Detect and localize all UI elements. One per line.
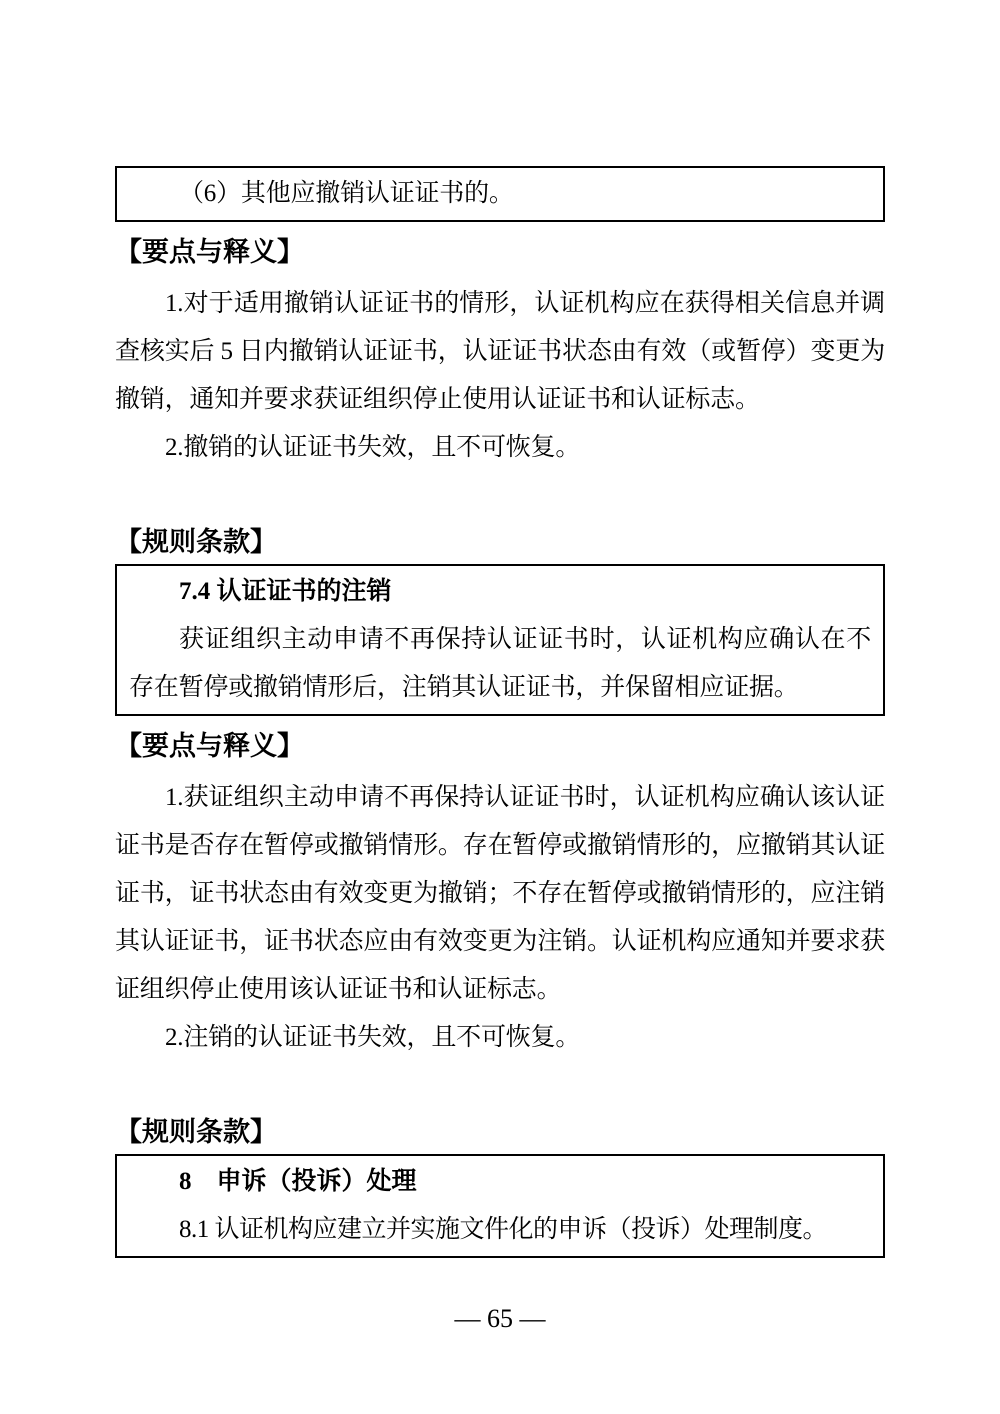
key-points-1-paragraph-2: 2.撤销的认证证书失效，且不可恢复。 (165, 434, 581, 461)
rule-excerpt-box-top (115, 166, 885, 222)
section-heading-rule-clause-1: 【规则条款】 (115, 527, 277, 557)
rule-8-1-body: 8.1 认证机构应建立并实施文件化的申诉（投诉）处理制度。 (179, 1216, 828, 1243)
rule-excerpt-top-text: （6）其他应撤销认证证书的。 (179, 180, 514, 207)
section-heading-rule-clause-2: 【规则条款】 (115, 1117, 277, 1147)
key-points-2-paragraph-1: 1.获证组织主动申请不再保持认证证书时，认证机构应确认该认证证书是否存在暂停或撤销情形。存在暂停或撤销情形的，应撤销其认证证书，证书状态由有效变更为撤销；不存在暂停或撤销情形的，应注销其认证证书，证书状态应由有效变更为注销。认证机构应通知并要求获证组织停止使用该认证证书和认证标志。 (115, 784, 885, 1003)
vertical-spacer (115, 472, 885, 512)
rule-excerpt-box-7-4 (115, 564, 885, 716)
rule-7-4-title: 7.4 认证证书的注销 (179, 578, 392, 605)
section-heading-key-points-2: 【要点与释义】 (115, 731, 304, 761)
rule-8-title: 8 申诉（投诉）处理 (179, 1168, 417, 1195)
rule-7-4-body: 获证组织主动申请不再保持认证证书时，认证机构应确认在不存在暂停或撤销情形后，注销其认证证书，并保留相应证据。 (129, 626, 871, 701)
section-heading-key-points-1: 【要点与释义】 (115, 237, 304, 267)
vertical-spacer (115, 1062, 885, 1102)
key-points-1-paragraph-1: 1.对于适用撤销认证证书的情形，认证机构应在获得相关信息并调查核实后 5 日内撤销认证证书，认证证书状态由有效（或暂停）变更为撤销，通知并要求获证组织停止使用认证证书和认证标志。 (115, 290, 885, 413)
page-number: — 65 — (454, 1304, 546, 1333)
key-points-2-paragraph-2: 2.注销的认证证书失效，且不可恢复。 (165, 1024, 581, 1051)
rule-excerpt-box-8 (115, 1154, 885, 1258)
